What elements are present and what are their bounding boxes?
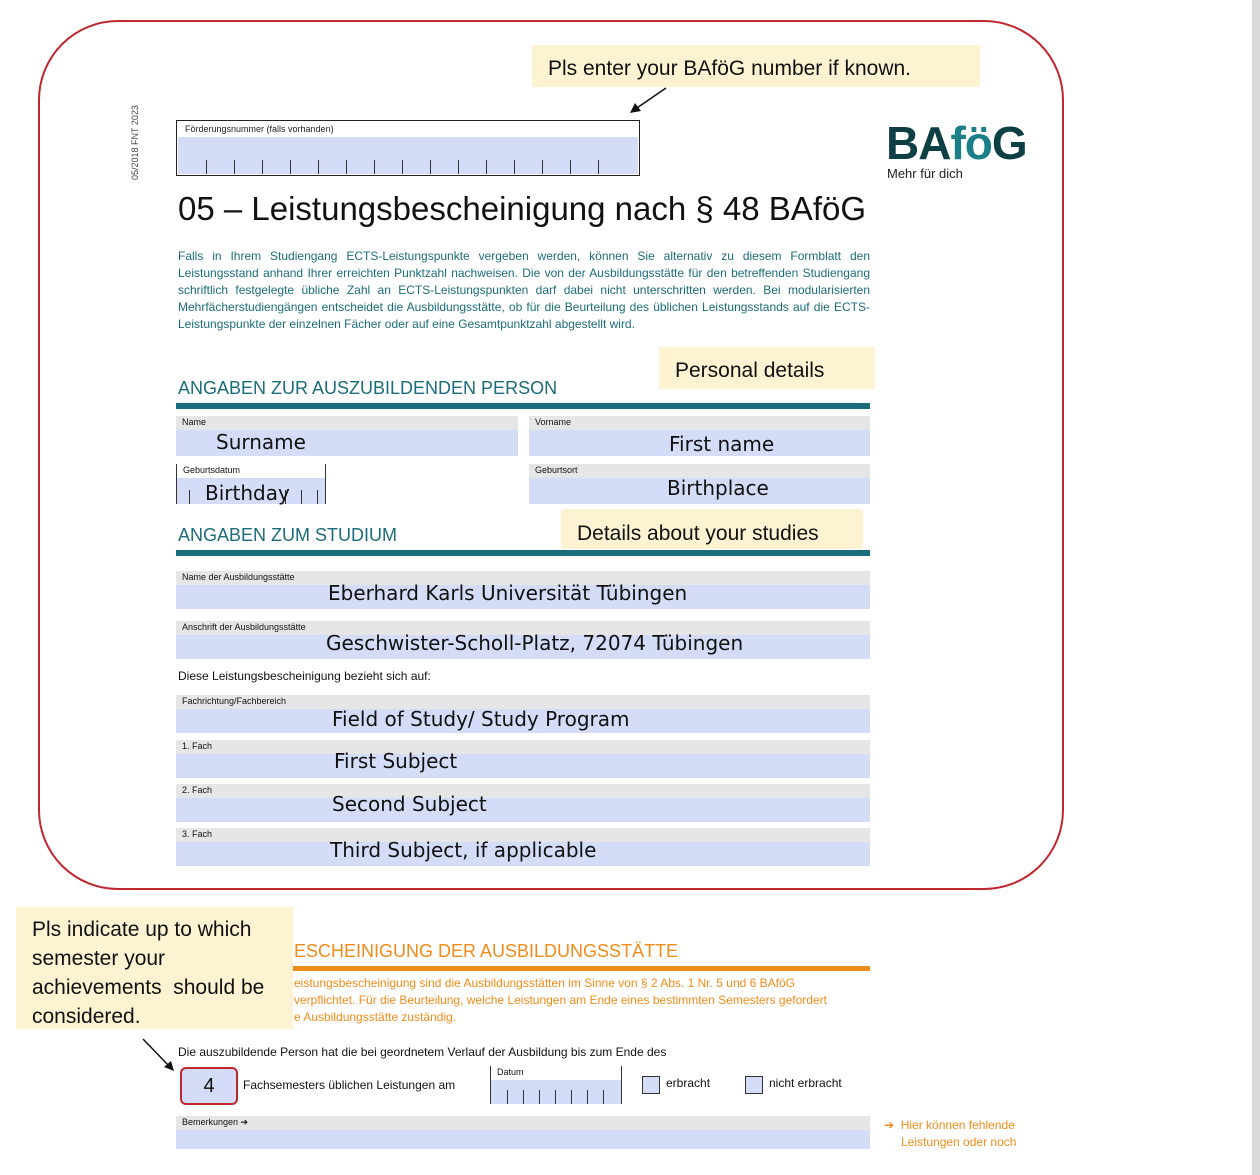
birthday-label: Geburtsdatum <box>183 465 241 475</box>
date-field[interactable] <box>490 1066 622 1104</box>
remarks-field[interactable] <box>176 1116 870 1149</box>
logo-text-c: G <box>991 117 1027 169</box>
first-name-label: Vorname <box>535 417 572 427</box>
window-scroll-edge <box>1252 0 1260 1175</box>
birthday-value: Birthday <box>205 481 290 505</box>
logo-tagline: Mehr für dich <box>887 166 963 181</box>
semester-input[interactable]: 4 <box>180 1067 238 1105</box>
cert-line-2: verpflichtet. Für die Beurteilung, welche Leistungen am Ende eines bestimmten Semesters gefordert <box>294 993 827 1007</box>
birthplace-label: Geburtsort <box>535 465 578 475</box>
field-of-study-label: Fachrichtung/Fachbereich <box>182 696 287 706</box>
section-study-title: ANGABEN ZUM STUDIUM <box>178 525 398 545</box>
cert-line-1: eistungsbescheinigung sind die Ausbildungsstätten im Sinne von § 2 Abs. 1 Nr. 5 und 6 BAföG <box>294 976 795 990</box>
surname-value: Surname <box>216 430 306 454</box>
intro-text: Falls in Ihrem Studiengang ECTS-Leistungspunkte vergeben werden, können Sie alternativ zu diesem Formblatt den Leistungsstand anhand Ihrer erreichten Punktzahl nachweisen. Die von der Ausbildungsstätte für den betreffenden Studiengang schriftlich festgelegte übliche Zahl an ECTS-Leistungspunkten darf dabei nicht unterschritten werden. Bei modularisierten Mehrfächerstudiengängen entscheidet die Ausbildungsstätte, ob für die Beurteilung des üblichen Leistungsstands auf die ECTS-Leistungspunkte der einzelnen Fächer oder auf eine Gesamtpunktzahl abgestellt wird. <box>178 249 870 331</box>
note-semester-line-1: Pls indicate up to which <box>32 918 252 941</box>
institution-value: Eberhard Karls Universität Tübingen <box>328 581 688 605</box>
second-subject-label: 2. Fach <box>182 785 213 795</box>
nicht-erbracht-checkbox[interactable] <box>745 1076 763 1094</box>
nicht-erbracht-label: nicht erbracht <box>769 1076 842 1090</box>
funding-number-label: Förderungsnummer (falls vorhanden) <box>185 124 334 134</box>
arrow-icon <box>140 1036 180 1076</box>
section-person-title: ANGABEN ZUR AUSZUBILDENDEN PERSON <box>178 378 558 398</box>
page-title: 05 – Leistungsbescheinigung nach § 48 BAföG <box>178 190 867 227</box>
date-label: Datum <box>497 1067 524 1077</box>
statement-text: Die auszubildende Person hat die bei geordnetem Verlauf der Ausbildung bis zum Ende des <box>178 1045 667 1059</box>
logo-text-b: fö <box>950 117 992 169</box>
note-semester <box>16 907 293 1029</box>
side-note-line-1: ➔ Hier können fehlende <box>884 1118 1015 1132</box>
logo-text-a: BA <box>886 117 951 169</box>
note-bafoeg-number: Pls enter your BAföG number if known. <box>532 45 980 87</box>
third-subject-label: 3. Fach <box>182 829 213 839</box>
note-semester-line-3: achievements should be <box>32 976 265 999</box>
note-personal-details: Personal details <box>659 347 875 389</box>
annotation-frame <box>38 20 1064 890</box>
second-subject-value: Second Subject <box>332 792 487 816</box>
institution-label: Name der Ausbildungsstätte <box>182 572 295 582</box>
remarks-label: Bemerkungen ➔ <box>182 1117 249 1127</box>
form-side-code: 05/2018 FNT 2023 <box>130 105 140 180</box>
address-value: Geschwister-Scholl-Platz, 72074 Tübingen <box>326 631 744 655</box>
refers-to-text: Diese Leistungsbescheinigung bezieht sich auf: <box>178 669 431 683</box>
field-of-study-value: Field of Study/ Study Program <box>332 707 630 731</box>
erbracht-label: erbracht <box>666 1076 711 1090</box>
birthplace-value: Birthplace <box>667 476 769 500</box>
section-cert-title: ESCHEINIGUNG DER AUSBILDUNGSSTÄTTE <box>294 941 679 961</box>
surname-label: Name <box>182 417 207 427</box>
erbracht-checkbox[interactable] <box>642 1076 660 1094</box>
note-semester-line-2: semester your <box>32 947 166 970</box>
first-subject-value: First Subject <box>334 749 458 773</box>
arrow-icon <box>626 84 670 116</box>
cert-line-3: e Ausbildungsstätte zuständig. <box>294 1010 457 1024</box>
third-subject-value: Third Subject, if applicable <box>330 838 597 862</box>
side-note-line-2: Leistungen oder noch <box>901 1135 1017 1149</box>
semester-text: Fachsemesters üblichen Leistungen am <box>243 1078 456 1092</box>
first-subject-label: 1. Fach <box>182 741 213 751</box>
note-studies-details: Details about your studies <box>561 509 863 549</box>
note-semester-line-4: considered. <box>32 1005 141 1028</box>
first-name-value: First name <box>669 432 775 456</box>
address-label: Anschrift der Ausbildungsstätte <box>182 622 306 632</box>
